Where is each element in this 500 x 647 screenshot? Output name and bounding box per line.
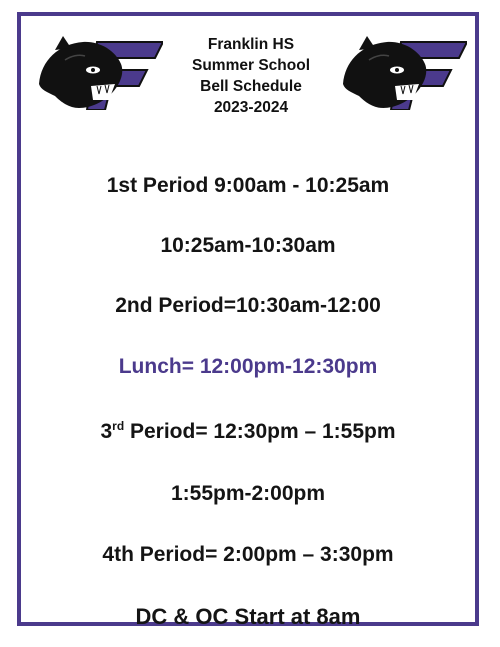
start-time-note: DC & OC Start at 8am xyxy=(135,604,361,629)
period-3-time: Period= 12:30pm – 1:55pm xyxy=(124,420,396,443)
period-3 xyxy=(21,419,475,444)
period-4: 4th Period= 2:00pm – 3:30pm xyxy=(102,543,394,566)
period-3-number: 3 xyxy=(100,420,113,443)
passing-period-2: 1:55pm-2:00pm xyxy=(170,482,326,505)
period-1: 1st Period 9:00am - 10:25am xyxy=(106,174,390,197)
page-title xyxy=(161,34,341,118)
panther-icon xyxy=(343,36,467,110)
panther-logo-right xyxy=(339,30,467,110)
period-2: 2nd Period=10:30am-12:00 xyxy=(115,294,381,317)
school-year: 2023-2024 xyxy=(213,99,289,116)
document-title: Bell Schedule xyxy=(200,78,302,95)
passing-period-1: 10:25am-10:30am xyxy=(160,234,336,257)
program-name: Summer School xyxy=(192,57,310,74)
period-3-ordinal: rd xyxy=(112,419,125,433)
lunch-period: Lunch= 12:00pm-12:30pm xyxy=(118,355,378,378)
panther-logo-left xyxy=(35,30,163,110)
schedule-frame xyxy=(17,12,479,629)
school-name: Franklin HS xyxy=(207,36,295,53)
panther-icon xyxy=(39,36,163,110)
